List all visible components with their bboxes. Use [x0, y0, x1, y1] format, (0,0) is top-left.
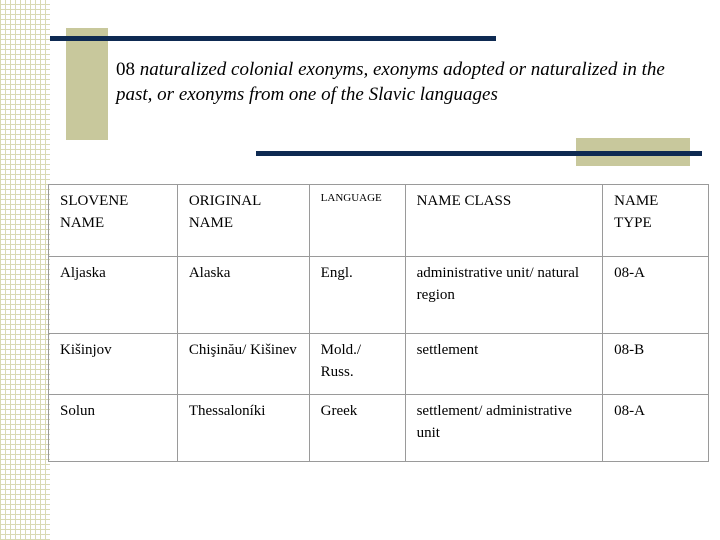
table-header-row	[49, 185, 709, 257]
header-name-type: NAME TYPE	[603, 185, 709, 257]
cell-name-type: 08-B	[603, 334, 709, 395]
cell-name-type: 08-A	[603, 395, 709, 462]
cell-name-class: administrative unit/ natural region	[405, 257, 603, 334]
header-slovene-name: SLOVENE NAME	[49, 185, 178, 257]
cell-language: Engl.	[309, 257, 405, 334]
olive-accent-block	[66, 28, 108, 140]
cell-original-name: Chişinău/ Kišinev	[177, 334, 309, 395]
cell-name-type: 08-A	[603, 257, 709, 334]
grid-pattern-strip	[0, 0, 50, 540]
cell-language: Greek	[309, 395, 405, 462]
cell-original-name: Alaska	[177, 257, 309, 334]
cell-slovene-name: Kišinjov	[49, 334, 178, 395]
cell-name-class: settlement	[405, 334, 603, 395]
cell-slovene-name: Aljaska	[49, 257, 178, 334]
table-row	[49, 257, 709, 334]
cell-original-name: Thessaloníki	[177, 395, 309, 462]
cell-language: Mold./ Russ.	[309, 334, 405, 395]
exonym-table	[48, 184, 709, 462]
cell-slovene-name: Solun	[49, 395, 178, 462]
slide-title	[116, 57, 676, 107]
header-language: LANGUAGE	[309, 185, 405, 257]
top-navy-rule	[50, 36, 496, 41]
header-name-class: NAME CLASS	[405, 185, 603, 257]
title-number: 08	[116, 59, 135, 80]
cell-name-class: settlement/ administrative unit	[405, 395, 603, 462]
table-row	[49, 395, 709, 462]
bottom-navy-rule	[256, 151, 702, 156]
title-text: naturalized colonial exonyms, exonyms adopted or naturalized in the past, or exonyms from one of the Slavic languages	[116, 59, 665, 105]
table-row	[49, 334, 709, 395]
header-original-name: ORIGINAL NAME	[177, 185, 309, 257]
